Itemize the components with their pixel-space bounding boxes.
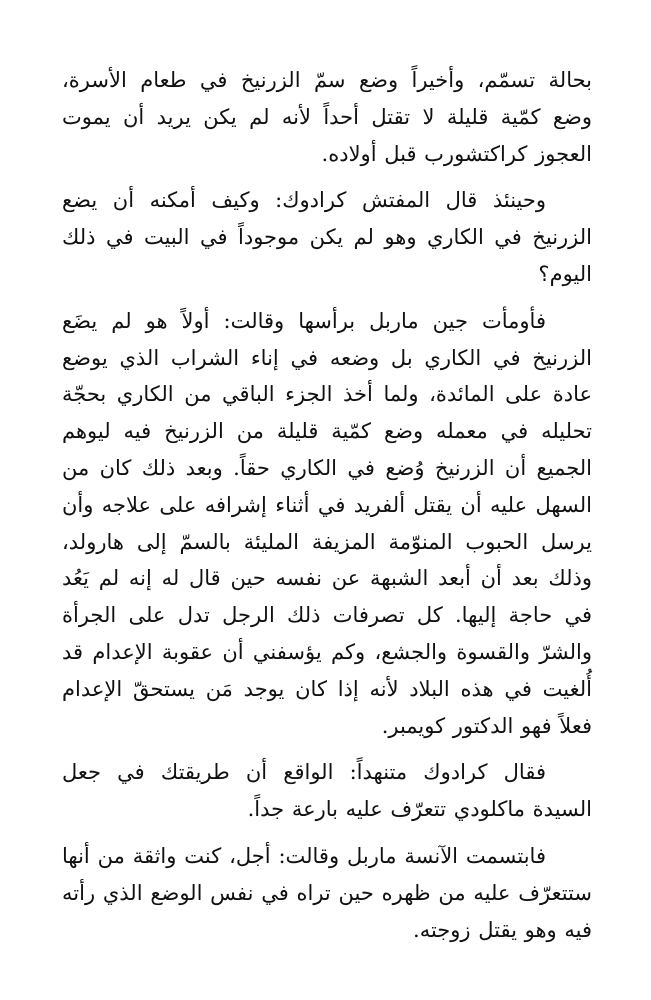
- document-page: [62, 62, 592, 958]
- paragraph-2: وحينئذ قال المفتش كرادوك: وكيف أمكنه أن يضع الزرنيخ في الكاري وهو لم يكن موجوداً في البيت في ذلك اليوم؟: [62, 188, 592, 286]
- paragraph-4: فقال كرادوك متنهداً: الواقع أن طريقتك في جعل السيدة ماكلودي تتعرّف عليه بارعة جداً.: [62, 760, 592, 822]
- paragraph-1: بحالة تسمّم، وأخيراً وضع سمّ الزرنيخ في طعام الأسرة، وضع كمّية قليلة لا تقتل أحداً لأنه لم يكن يريد أن يموت العجوز كراكتشورب قبل أولاده.: [62, 68, 592, 166]
- paragraph-5: فابتسمت الآنسة ماربل وقالت: أجل، كنت واثقة من أنها ستتعرّف عليه من ظهره حين تراه في نفس الوضع الذي رأته فيه وهو يقتل زوجته.: [62, 843, 592, 942]
- paragraph-3: فأومأت جين ماربل برأسها وقالت: أولاً هو لم يضَع الزرنيخ في الكاري بل وضعه في إناء الشراب الذي يوضع عادة على المائدة، ولما أخذ الجزء الباقي من الكاري بحجّة تحليله في معمله وضع كمّية قليلة من الزرنيخ فيه ليوهم الجميع أن الزرنيخ وُضع في الكاري حقاً. وبعد ذلك كان من السهل عليه أن يقتل ألفريد في أثناء إشرافه على علاجه وأن يرسل الحبوب المنوّمة المزيفة المليئة بالسمّ إلى هارولد، وذلك بعد أن أبعد الشبهة عن نفسه حين قال له إنه لم يَعُد في حاجة إليها. كل تصرفات ذلك الرجل تدل على الجرأة والشرّ والقسوة والجشع، وكم يؤسفني أن عقوبة الإعدام قد أُلغيت في هذه البلاد لأنه إذا كان يوجد مَن يستحقّ الإعدام فعلاً فهو الدكتور كويمبر.: [62, 308, 592, 738]
